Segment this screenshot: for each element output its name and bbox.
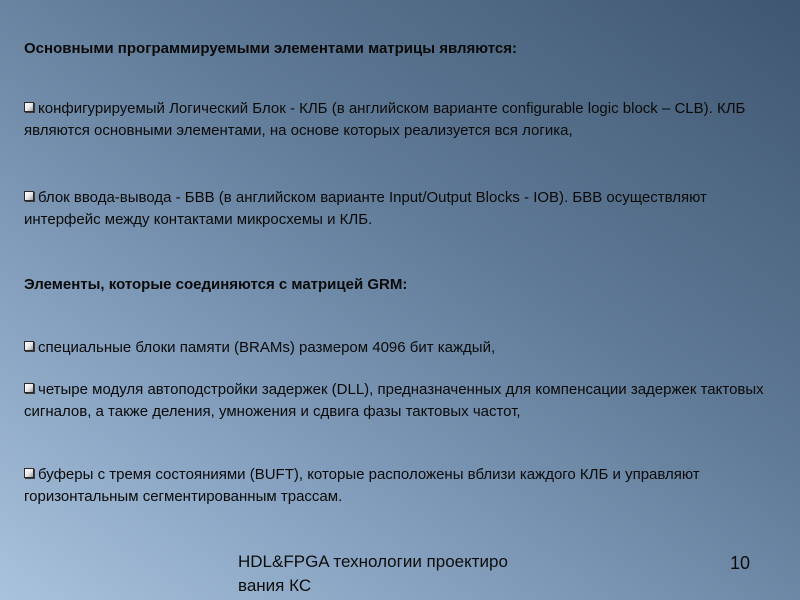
section1-heading: Основными программируемыми элементами матрицы являются: (24, 40, 517, 57)
footer-title-line2: вания КС (238, 576, 312, 595)
page-number: 10 (730, 553, 751, 573)
section1-item-clb (24, 98, 772, 142)
bullet-text: блок ввода-вывода - БВВ (в английском варианте Input/Output Blocks - IOB). БВВ осуществляют интерфейс между контактами микросхемы и КЛБ. (24, 189, 707, 228)
checkbox-bullet-icon (24, 383, 34, 393)
bullet-text: буферы с тремя состояниями (BUFT), которые расположены вблизи каждого КЛБ и управляют горизонтальным сегментированным трассам. (24, 466, 700, 505)
checkbox-bullet-icon (24, 468, 34, 478)
checkbox-bullet-icon (24, 102, 34, 112)
section2-item-brams (24, 337, 772, 359)
section1-item-iob (24, 187, 772, 231)
section2-item-buft (24, 464, 772, 508)
bullet-text: специальные блоки памяти (BRAMs) размером 4096 бит каждый, (38, 339, 496, 356)
checkbox-bullet-icon (24, 191, 34, 201)
checkbox-bullet-icon (24, 341, 34, 351)
footer-title (238, 550, 578, 598)
section2-item-dll (24, 379, 772, 423)
section2-heading: Элементы, которые соединяются с матрицей GRM: (24, 276, 408, 293)
bullet-text: четыре модуля автоподстройки задержек (DLL), предназначенных для компенсации задержек тактовых сигналов, а также деления, умножения и сдвига фазы тактовых частот, (24, 381, 764, 420)
footer-title-line1: HDL&FPGA технологии проектиро (238, 552, 508, 571)
bullet-text: конфигурируемый Логический Блок - КЛБ (в английском варианте configurable logic block – CLB). КЛБ являются основными элементами, на основе которых реализуется вся логика, (24, 100, 746, 139)
